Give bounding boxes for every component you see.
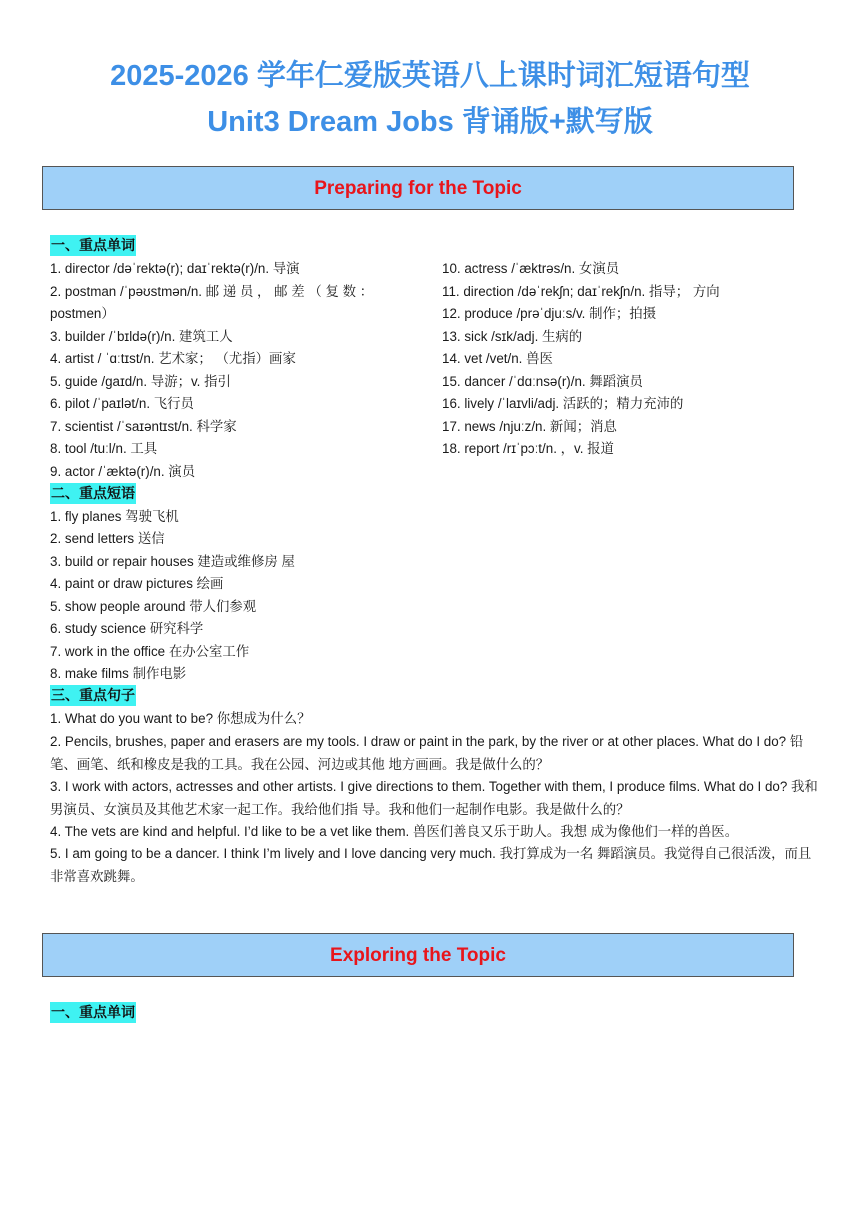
phrase-item: 6. study science 研究科学 xyxy=(50,621,204,636)
vocab-item: 15. dancer /ˈdɑːnsə(r)/n. 舞蹈演员 xyxy=(442,374,643,389)
phrase-item: 7. work in the office 在办公室工作 xyxy=(50,644,250,659)
vocab-item: 16. lively /ˈlaɪvli/adj. 活跃的；精力充沛的 xyxy=(442,396,684,411)
vocab-item: 4. artist / ˈɑːtɪst/n. 艺术家； （尤指）画家 xyxy=(50,351,296,366)
sentence-item: 1. What do you want to be? 你想成为什么？ xyxy=(50,711,311,726)
vocab-item: postmen） xyxy=(50,306,115,321)
sentence-item: 5. I am going to be a dancer. I think I’m lively and I love dancing very much. 我打算成为一名 舞蹈演员。我觉得自己很活泼，而且非常喜欢跳舞。 xyxy=(50,846,812,884)
phrase-heading: 二、重点短语 xyxy=(50,483,136,504)
section-banner-preparing: Preparing for the Topic xyxy=(42,166,794,210)
vocab-item: 12. produce /prəˈdjuːs/v. 制作；拍摄 xyxy=(442,306,657,321)
phrase-item: 8. make films 制作电影 xyxy=(50,666,187,681)
vocab-item: 13. sick /sɪk/adj. 生病的 xyxy=(442,329,583,344)
phrase-item: 2. send letters 送信 xyxy=(50,531,165,546)
sentence-item: 3. I work with actors, actresses and other artists. I give directions to them. Together with them, I produce films. What do I do? 我和男演员、女演员及其他艺术家一起工作。我给他们指 导。我和他们一起制作电影。我是做什么的？ xyxy=(50,779,818,817)
vocab-item: 6. pilot /ˈpaɪlət/n. 飞行员 xyxy=(50,396,194,411)
vocab-item: 9. actor /ˈæktə(r)/n. 演员 xyxy=(50,464,196,479)
vocab-item: 14. vet /vet/n. 兽医 xyxy=(442,351,553,366)
sentence-heading: 三、重点句子 xyxy=(50,685,136,706)
vocab-item: 5. guide /ɡaɪd/n. 导游；v. 指引 xyxy=(50,374,231,389)
phrase-item: 4. paint or draw pictures 绘画 xyxy=(50,576,224,591)
sentence-item: 2. Pencils, brushes, paper and erasers are my tools. I draw or paint in the park, by the river or at other places. What do I do? 铅笔、画笔、纸和橡皮是我的工具。我在公园、河边或其他 地方画画。我是做什么的？ xyxy=(50,734,804,772)
vocab-item: 7. scientist /ˈsaɪəntɪst/n. 科学家 xyxy=(50,419,237,434)
vocab-item: 2. postman /ˈpəʊstmən/n. 邮 递 员 ， 邮 差 （ 复 数 ： xyxy=(50,284,374,299)
vocab-heading-2: 一、重点单词 xyxy=(50,1002,136,1023)
vocab-item: 1. director /dəˈrektə(r); daɪˈrektə(r)/n. 导演 xyxy=(50,261,300,276)
vocab-item: 17. news /njuːz/n. 新闻；消息 xyxy=(442,419,617,434)
section-banner-exploring: Exploring the Topic xyxy=(42,933,794,977)
sentence-item: 4. The vets are kind and helpful. I’d like to be a vet like them. 兽医们善良又乐于助人。我想 成为像他们一样的兽医。 xyxy=(50,824,739,839)
vocab-item: 8. tool /tuːl/n. 工具 xyxy=(50,441,158,456)
page-title-line1: 2025-2026 学年仁爱版英语八上课时词汇短语句型 xyxy=(110,60,750,92)
vocab-heading: 一、重点单词 xyxy=(50,235,136,256)
phrase-item: 1. fly planes 驾驶飞机 xyxy=(50,509,179,524)
page-title-line2: Unit3 Dream Jobs 背诵版+默写版 xyxy=(207,106,653,138)
phrase-item: 5. show people around 带人们参观 xyxy=(50,599,257,614)
phrase-item: 3. build or repair houses 建造或维修房 屋 xyxy=(50,554,295,569)
vocab-item: 18. report /rɪˈpɔːt/n. ，v. 报道 xyxy=(442,441,614,456)
vocab-item: 11. direction /dəˈrekʃn; daɪˈrekʃn/n. 指导； 方向 xyxy=(442,284,720,299)
vocab-item: 10. actress /ˈæktrəs/n. 女演员 xyxy=(442,261,620,276)
vocab-item: 3. builder /ˈbɪldə(r)/n. 建筑工人 xyxy=(50,329,233,344)
